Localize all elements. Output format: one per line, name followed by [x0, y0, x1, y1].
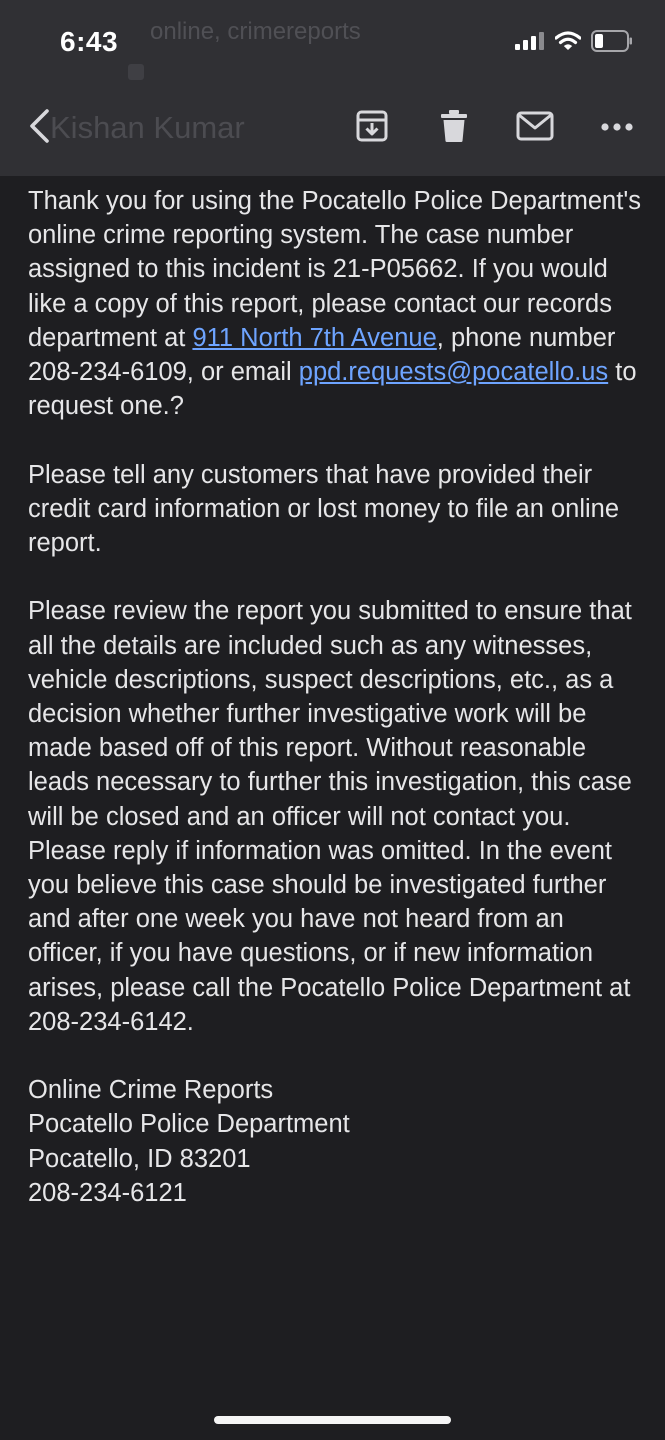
email-link[interactable]: ppd.requests@pocatello.us	[298, 358, 609, 387]
cellular-signal-icon	[515, 31, 545, 56]
more-options-button[interactable]	[594, 106, 640, 150]
email-signature	[28, 1073, 643, 1210]
body-paragraph-3: Please review the report you submitted to ensure that all the details are included such as any witnesses, vehicle descriptions, suspect descriptions, etc., as a decision whether further investigative work will be made based off of this report. Without reasonable leads necessary to further this investigation, this case will be closed and an officer will not contact you. Please reply if information was omitted. In the event you believe this case should be investigated further and after one week you have not heard from an officer, if you have questions, or if new information arises, please call the Pocatello Police Department at 208-234-6142.	[28, 597, 632, 1036]
home-indicator[interactable]	[214, 1416, 451, 1424]
signature-line-3: Pocatello, ID 83201	[28, 1144, 251, 1173]
signature-line-2: Pocatello Police Department	[28, 1110, 350, 1139]
body-paragraph-2: Please tell any customers that have provided their credit card information or lost money to file an online report.	[28, 460, 620, 558]
paragraph-1-text-c: to request one.?	[28, 358, 637, 421]
mark-unread-button[interactable]	[512, 106, 558, 150]
paragraph-1-text-b: , phone number 208-234-6109, or email	[28, 323, 616, 387]
status-time: 6:43	[60, 26, 119, 57]
collapsed-sender-name: Kishan Kumar	[50, 110, 245, 145]
body-paragraph-1	[28, 184, 643, 423]
archive-button[interactable]	[350, 106, 394, 150]
battery-icon	[591, 30, 633, 57]
label-badge	[128, 64, 144, 80]
collapsed-subject-text: online, crimereports	[150, 18, 361, 45]
wifi-icon	[555, 31, 581, 56]
signature-phone[interactable]: 208-234-6121	[28, 1178, 187, 1207]
signature-line-1: Online Crime Reports	[28, 1076, 274, 1105]
envelope-icon	[516, 111, 554, 146]
chevron-left-icon	[27, 108, 51, 149]
delete-button[interactable]	[432, 106, 476, 150]
archive-icon	[355, 109, 389, 148]
back-button[interactable]	[24, 108, 54, 148]
address-link[interactable]: 911 North 7th Avenue	[192, 323, 437, 352]
paragraph-1-text-a: Thank you for using the Pocatello Police Department's online crime reporting system. The case number assigned to this incident is 21-P05662. If you would like a copy of this report, please contact our records department at	[28, 187, 641, 352]
email-header-bar	[0, 0, 665, 176]
status-icons	[515, 30, 633, 57]
email-body	[28, 184, 643, 1210]
more-horizontal-icon	[600, 119, 634, 137]
trash-icon	[439, 109, 469, 148]
